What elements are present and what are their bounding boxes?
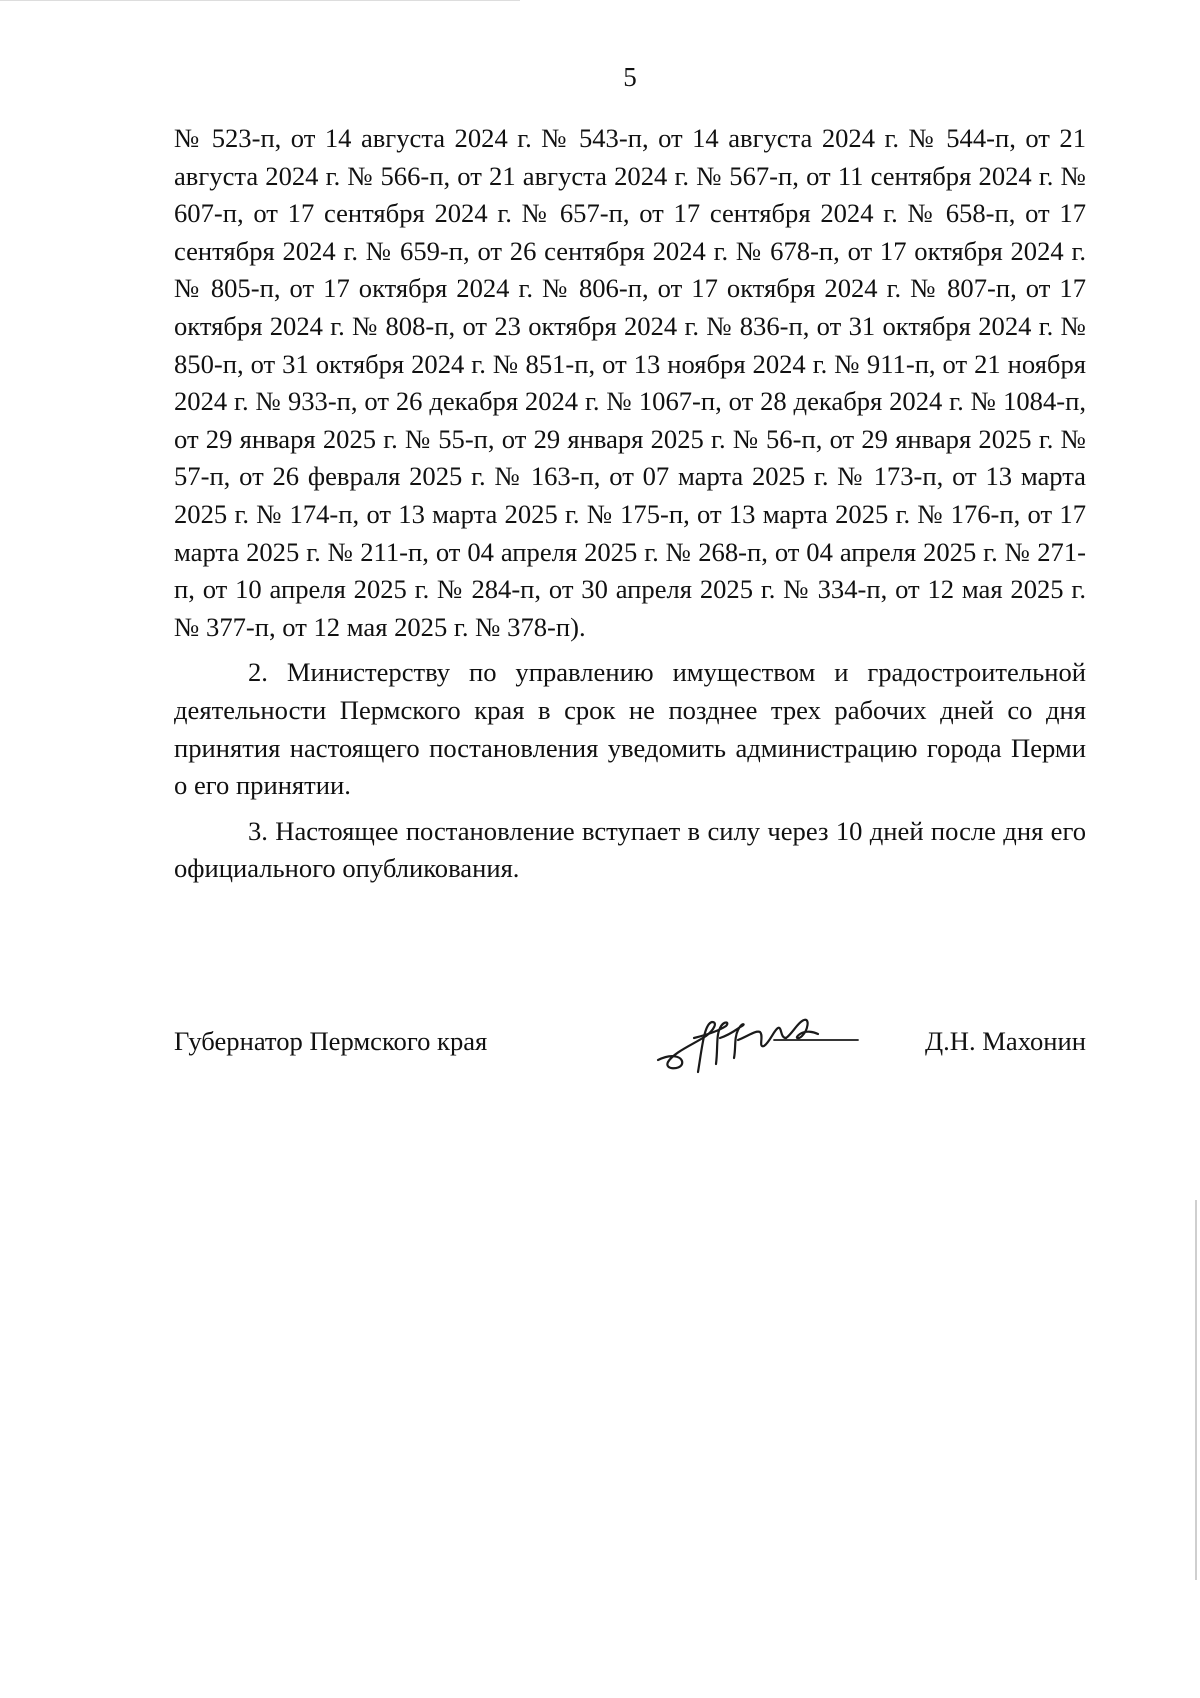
paragraph-references: № 523-п, от 14 августа 2024 г. № 543-п, от 14 августа 2024 г. № 544-п, от 21 августа 2024 г. № 566-п, от 21 августа 2024 г. № 567-п, от 11 сентября 2024 г. № 607-п, от 17 сентября 2024 г. № 657-п, от 17 сентября 2024 г. № 658-п, от 17 сентября 2024 г. № 659-п, от 26 сентября 2024 г. № 678-п, от 17 октября 2024 г. № 805-п, от 17 октября 2024 г. № 806-п, от 17 октября 2024 г. № 807-п, от 17 октября 2024 г. № 808-п, от 23 октября 2024 г. № 836-п, от 31 октября 2024 г. № 850-п, от 31 октября 2024 г. № 851-п, от 13 ноября 2024 г. № 911-п, от 21 ноября 2024 г. № 933-п, от 26 декабря 2024 г. № 1067-п, от 28 декабря 2024 г. № 1084-п, от 29 января 2025 г. № 55-п, от 29 января 2025 г. № 56-п, от 29 января 2025 г. № 57-п, от 26 февраля 2025 г. № 163-п, от 07 марта 2025 г. № 173-п, от 13 марта 2025 г. № 174-п, от 13 марта 2025 г. № 175-п, от 13 марта 2025 г. № 176-п, от 17 марта 2025 г. № 211-п, от 04 апреля 2025 г. № 268-п, от 04 апреля 2025 г. № 271-п, от 10 апреля 2025 г. № 284-п, от 30 апреля 2025 г. № 334-п, от 12 мая 2025 г. № 377-п, от 12 мая 2025 г. № 378-п).	[174, 123, 1086, 642]
signer-title: Губернатор Пермского края	[174, 1026, 488, 1056]
paragraph-item-3: 3. Настоящее постановление вступает в силу через 10 дней после дня его официального опубликования.	[174, 815, 1086, 884]
signature-block	[174, 1020, 1086, 1070]
scan-edge-right	[1195, 1200, 1197, 1580]
scan-edge-top	[0, 0, 520, 1]
page-number: 5	[623, 62, 637, 92]
handwritten-signature-icon	[654, 1008, 864, 1078]
document-body	[174, 120, 1086, 896]
signer-name: Д.Н. Махонин	[924, 1026, 1086, 1056]
paragraph-item-2: 2. Министерству по управлению имуществом и градостроительной деятельности Пермского края в срок не позднее трех рабочих дней со дня принятия настоящего постановления уведомить администрацию города Перми о его принятии.	[174, 657, 1086, 801]
